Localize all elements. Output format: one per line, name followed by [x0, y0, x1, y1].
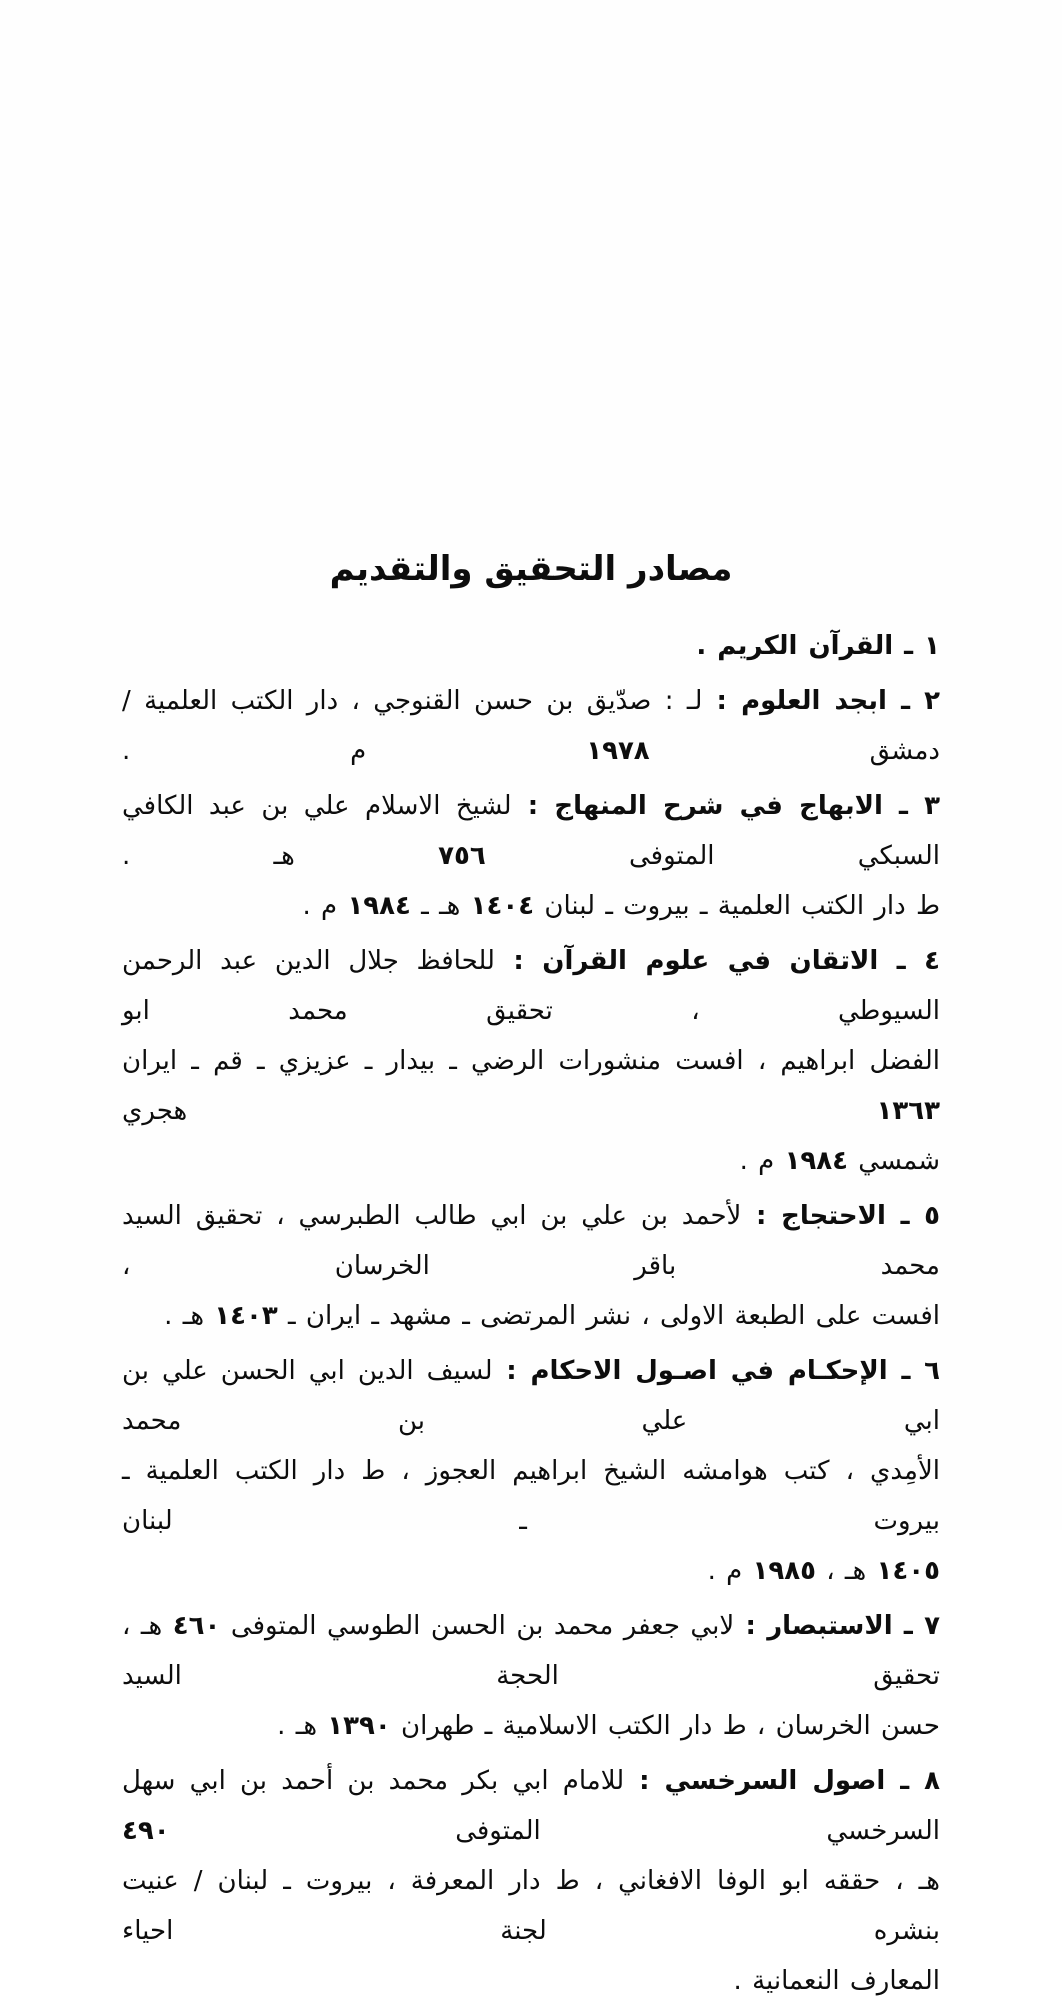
entry-title-segment: ١٣٦٣ [876, 1096, 940, 1126]
entry-text-segment: لأحمد بن علي بن ابي طالب الطبرسي ، تحقيق السيد محمد باقر الخرسان ، [122, 1201, 940, 1281]
bibliography-line [122, 1601, 940, 1701]
entry-text-segment: افست على الطبعة الاولى ، نشر المرتضى ـ مشهد ـ ايران ـ [277, 1301, 940, 1331]
entry-title-segment: ٤ ـ الاتقان في علوم القرآن : [494, 946, 941, 976]
entry-title-segment: ١٩٧٨ [586, 736, 650, 766]
bibliography-entry [122, 621, 940, 671]
entry-text-segment: لشيخ الاسلام علي بن عبد الكافي السبكي المتوفى [122, 791, 940, 871]
bibliography-line [122, 1546, 940, 1596]
entry-title-segment: ٢ ـ ابجد العلوم : [702, 686, 941, 716]
entry-text-segment: للحافظ جلال الدين عبد الرحمن السيوطي ، تحقيق محمد ابو [122, 946, 940, 1026]
entry-text-segment: هـ ، حققه ابو الوفا الافغاني ، ط دار المعرفة ، بيروت ـ لبنان / عنيت بنشره لجنة احياء [122, 1866, 940, 1946]
bibliography-line [122, 1956, 940, 2006]
bibliography-line [122, 1856, 940, 1956]
entry-text-segment: م . [122, 736, 587, 766]
bibliography-entry [122, 781, 940, 931]
bibliography-entry [122, 1346, 940, 1596]
entry-text-segment: لـ : صدّيق بن حسن القنوجي ، دار الكتب العلمية / دمشق [122, 686, 940, 766]
entry-title-segment: ١٣٩٠ [327, 1711, 391, 1741]
bibliography-entry [122, 1756, 940, 2006]
bibliography-entry [122, 1601, 940, 1751]
entry-text-segment: ط دار الكتب العلمية ـ بيروت ـ لبنان [534, 891, 940, 921]
entry-text-segment: هـ ـ [410, 891, 471, 921]
entry-title-segment: ١٤٠٣ [214, 1301, 278, 1331]
entry-text-segment: هـ ، [816, 1556, 877, 1586]
bibliography-line [122, 1291, 940, 1341]
bibliography-line [122, 1136, 940, 1186]
entry-title-segment: ٤٦٠ [172, 1611, 221, 1641]
entry-title-segment: ٨ ـ اصول السرخسي : [624, 1766, 940, 1796]
bibliography-list [122, 621, 940, 2006]
entry-text-segment: هجري [122, 1096, 877, 1126]
bibliography-line [122, 1036, 940, 1136]
bibliography-line [122, 936, 940, 1036]
entry-text-segment: هـ . [277, 1711, 328, 1741]
entry-text-segment: هـ . [164, 1301, 215, 1331]
entry-text-segment: م . [739, 1146, 785, 1176]
bibliography-line [122, 1191, 940, 1291]
entry-text-segment: م . [707, 1556, 753, 1586]
entry-text-segment: المعارف النعمانية . [733, 1966, 940, 1996]
entry-title-segment: ١٩٨٥ [752, 1556, 816, 1586]
page-title: مصادر التحقيق والتقديم [329, 549, 733, 589]
bibliography-line [122, 1756, 940, 1856]
entry-text-segment: حسن الخرسان ، ط دار الكتب الاسلامية ـ طهران [390, 1711, 940, 1741]
bibliography-entry [122, 1191, 940, 1341]
bibliography-entry [122, 676, 940, 776]
entry-text-segment: الأمِدي ، كتب هوامشه الشيخ ابراهيم العجوز ، ط دار الكتب العلمية ـ بيروت ـ لبنان [122, 1456, 940, 1536]
entry-text-segment: هـ ، تحقيق الحجة السيد [122, 1611, 940, 1691]
bibliography-line [122, 881, 940, 931]
entry-title-segment: ١ ـ القرآن الكريم . [696, 631, 940, 661]
entry-title-segment: ٥ ـ الاحتجاج : [741, 1201, 940, 1231]
entry-text-segment: هـ . [122, 841, 439, 871]
entry-title-segment: ١٤٠٤ [470, 891, 535, 921]
entry-title-segment: ٦ ـ الإحكـام في اصـول الاحكام : [492, 1356, 941, 1386]
entry-text-segment: لابي جعفر محمد بن الحسن الطوسي المتوفى [220, 1611, 735, 1641]
bibliography-line [122, 621, 940, 671]
bibliography-line [122, 781, 940, 881]
bibliography-line [122, 676, 940, 776]
entry-title-segment: ٧ ـ الاستبصار : [734, 1611, 940, 1641]
entry-title-segment: ١٩٨٤ [784, 1146, 849, 1176]
bibliography-entry [122, 936, 940, 1186]
entry-text-segment: لسيف الدين ابي الحسن علي بن ابي علي بن محمد [122, 1356, 940, 1436]
entry-title-segment: ١٩٨٤ [347, 891, 411, 921]
bibliography-line [122, 1346, 940, 1446]
entry-title-segment: ٤٩٠ [122, 1816, 170, 1846]
entry-text-segment: م . [302, 891, 348, 921]
bibliography-line [122, 1701, 940, 1751]
entry-title-segment: ٣ ـ الابهاج في شرح المنهاج : [511, 791, 941, 821]
entry-text-segment: للامام ابي بكر محمد بن أحمد بن ابي سهل السرخسي المتوفى [122, 1766, 940, 1846]
bibliography-line [122, 1446, 940, 1546]
entry-title-segment: ١٤٠٥ [876, 1556, 940, 1586]
page-content [122, 0, 940, 2006]
entry-text-segment: الفضل ابراهيم ، افست منشورات الرضي ـ بيدار ـ عزيزي ـ قم ـ ايران [122, 1046, 940, 1076]
entry-title-segment: ٧٥٦ [438, 841, 486, 871]
entry-text-segment: شمسي [848, 1146, 940, 1176]
